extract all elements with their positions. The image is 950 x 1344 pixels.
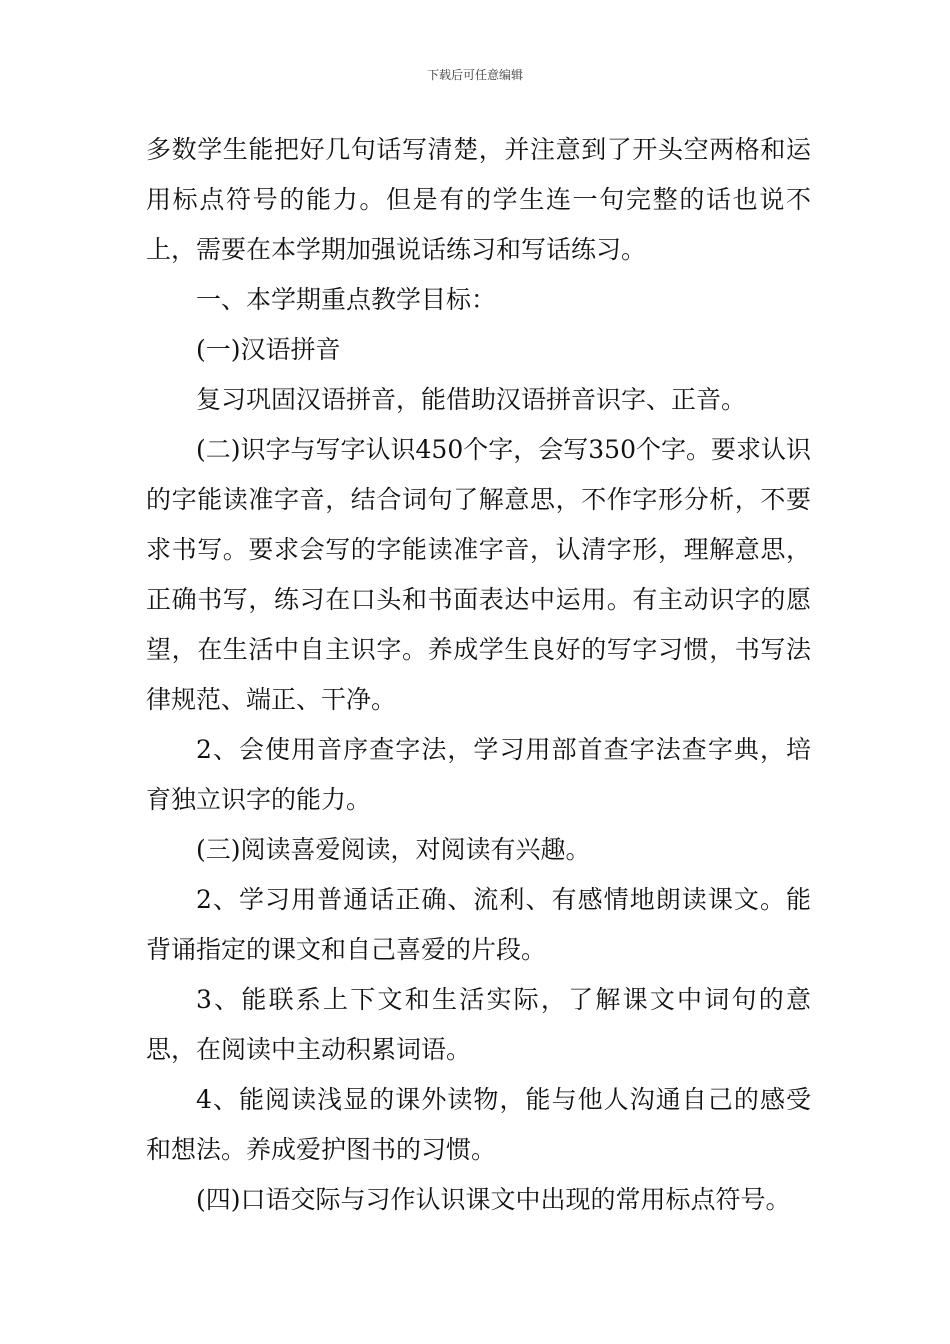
paragraph: 多数学生能把好几句话写清楚，并注意到了开头空两格和运用标点符号的能力。但是有的学生连一句完整的话也说不上，需要在本学期加强说话练习和写话练习。	[146, 135, 811, 264]
paragraph: (三)阅读喜爱阅读，对阅读有兴趣。	[196, 835, 591, 864]
subsection-heading: (一)汉语拼音	[196, 335, 341, 364]
paragraph: 4、能阅读浅显的课外读物，能与他人沟通自己的感受和想法。养成爱护图书的习惯。	[146, 1085, 811, 1164]
paragraph: 3、能联系上下文和生活实际，了解课文中词句的意思，在阅读中主动积累词语。	[146, 985, 811, 1064]
section-heading: 一、本学期重点教学目标：	[196, 285, 497, 314]
paragraph: (二)识字与写字认识450个字，会写350个字。要求认识的字能读准字音，结合词句了解意思，不作字形分析，不要求书写。要求会写的字能读准字音，认清字形，理解意思，正确书写，练习在口头和书面表达中运用。有主动识字的愿望，在生活中自主识字。养成学生良好的写字习惯，书写法律规范、端正、干净。	[146, 435, 811, 714]
paragraph: 2、会使用音序查字法，学习用部首查字法查字典，培育独立识字的能力。	[146, 735, 811, 814]
document-body	[146, 125, 811, 1225]
paragraph: 2、学习用普通话正确、流利、有感情地朗读课文。能背诵指定的课文和自己喜爱的片段。	[146, 885, 811, 964]
paragraph: (四)口语交际与习作认识课文中出现的常用标点符号。	[196, 1185, 791, 1214]
paragraph: 复习巩固汉语拼音，能借助汉语拼音识字、正音。	[196, 385, 747, 414]
page-header: 下载后可任意编辑	[426, 68, 523, 82]
